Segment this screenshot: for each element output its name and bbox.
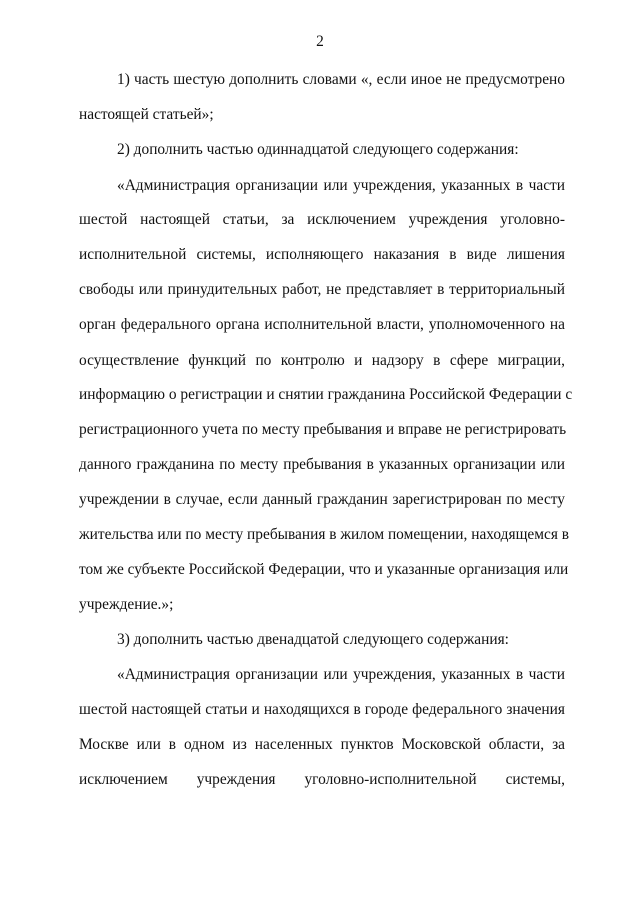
text-line: 3) дополнить частью двенадцатой следующего содержания: (117, 631, 509, 648)
text-line: Москве или в одном из населенных пунктов Московской области, за (79, 736, 565, 753)
text-line: 2) дополнить частью одиннадцатой следующего содержания: (117, 141, 519, 158)
text-line: данного гражданина по месту пребывания в указанных организации или (79, 456, 565, 473)
text-line: «Администрация организации или учреждения, указанных в части (117, 666, 565, 683)
text-line: жительства или по месту пребывания в жилом помещении, находящемся в (79, 526, 570, 543)
text-line: том же субъекте Российской Федерации, что и указанные организация или (79, 561, 569, 578)
text-line: настоящей статьей»; (79, 106, 214, 123)
text-line: учреждение.»; (79, 596, 174, 613)
text-line: исключением учреждения уголовно-исполнительной системы, (79, 771, 565, 788)
text-line: исполнительной системы, исполняющего наказания в виде лишения (79, 246, 565, 263)
text-line: шестой настоящей статьи, за исключением учреждения уголовно- (79, 211, 565, 228)
text-line: «Администрация организации или учреждения, указанных в части (117, 177, 565, 194)
text-line: регистрационного учета по месту пребывания и вправе не регистрировать (79, 421, 567, 438)
text-line: шестой настоящей статьи и находящихся в городе федерального значения (79, 701, 565, 718)
text-line: осуществление функций по контролю и надзору в сфере миграции, (79, 352, 565, 369)
text-line: 1) часть шестую дополнить словами «, если иное не предусмотрено (117, 71, 565, 88)
text-line: информацию о регистрации и снятии гражданина Российской Федерации с (79, 386, 573, 403)
text-line: орган федерального органа исполнительной власти, уполномоченного на (79, 316, 565, 333)
text-line: учреждении в случае, если данный гражданин зарегистрирован по месту (79, 491, 565, 508)
page-number: 2 (316, 33, 324, 50)
text-line: свободы или принудительных работ, не представляет в территориальный (79, 281, 565, 298)
